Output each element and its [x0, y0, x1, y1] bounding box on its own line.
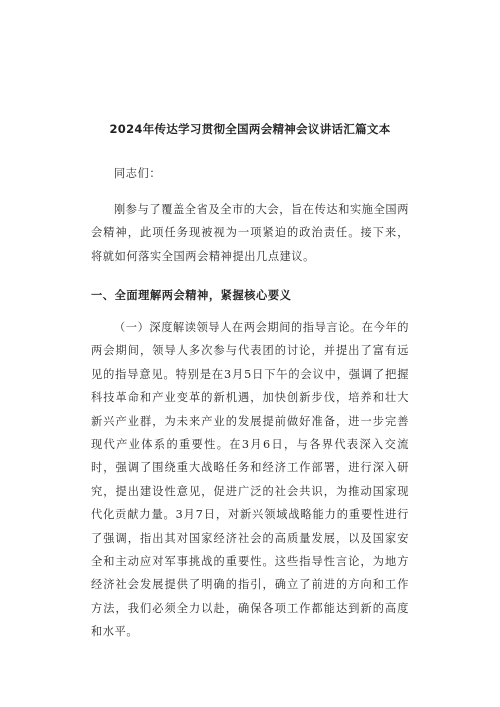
intro-paragraph: 刚参与了覆盖全省及全市的大会，旨在传达和实施全国两会精神，此项任务现被视为一项紧迫的政治责任。接下来，将就如何落实全国两会精神提出几点建议。 — [91, 203, 409, 263]
greeting: 同志们： — [114, 167, 162, 180]
section-1-paragraph-1: （一）深度解读领导人在两会期间的指导言论。在今年的两会期间，领导人多次参与代表团的讨论，并提出了富有远见的指导意见。特别是在3月5日下午的会议中，强调了把握科技革命和产业变革的新机遇，加快创新步伐，培养和壮大新兴产业群，为未来产业的发展提前做好准备，进一步完善现代产业体系的重要性。在3月6日，与各界代表深入交流时，强调了围绕重大战略任务和经济工作部署，进行深入研究，提出建设性意见，促进广泛的社会共识，为推动国家现代化贡献力量。3月7日，对新兴领域战略能力的重要性进行了强调，指出其对国家经济社会的高质量发展，以及国家安全和主动应对军事挑战的重要性。这些指导性言论，为地方经济社会发展提供了明确的指引，确立了前进的方向和工作方法，我们必须全力以赴，确保各项工作都能达到新的高度和水平。 — [91, 321, 409, 639]
document-title: 2024年传达学习贯彻全国两会精神会议讲话汇篇文本 — [109, 122, 391, 136]
section-heading-1: 一、全面理解两会精神，紧握核心要义 — [91, 289, 292, 302]
